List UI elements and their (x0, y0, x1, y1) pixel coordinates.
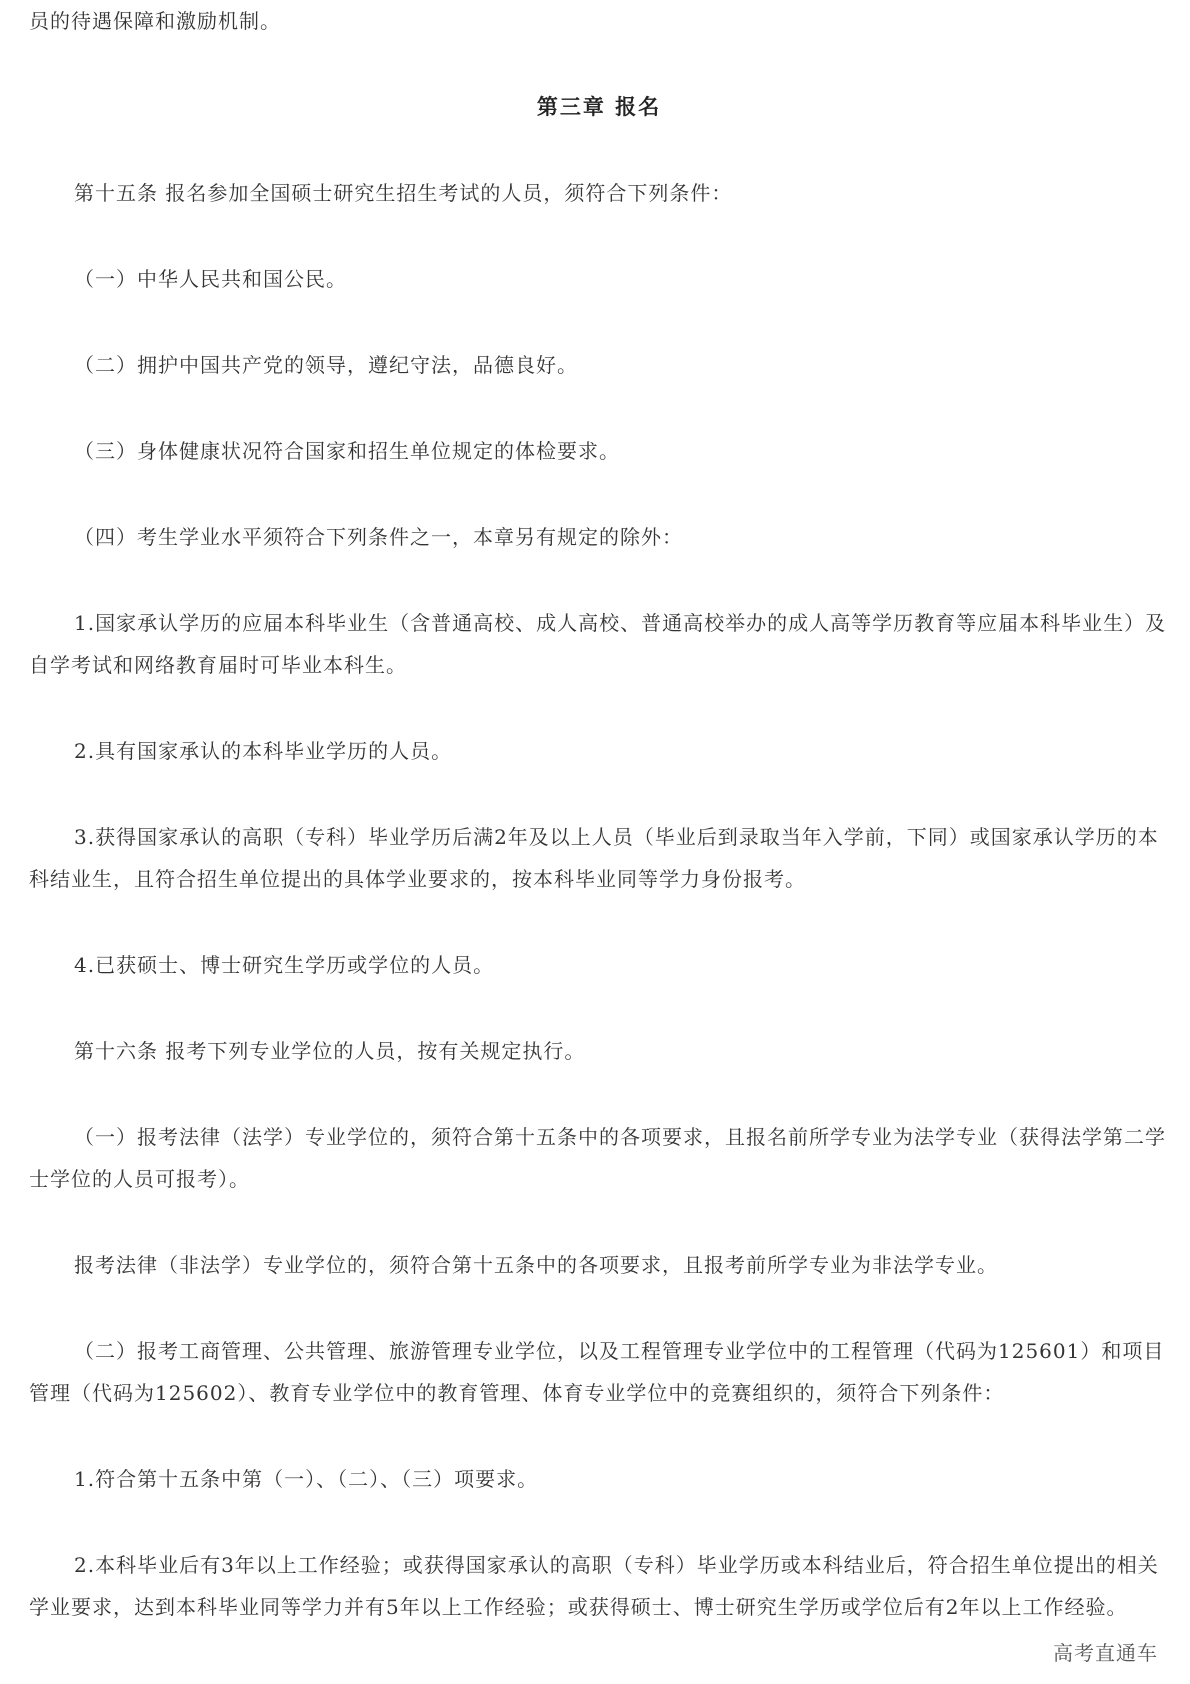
paragraph-condition-4: （四）考生学业水平须符合下列条件之一，本章另有规定的除外： (74, 525, 683, 549)
lead-fragment: 员的待遇保障和激励机制。 (29, 9, 281, 33)
document-body (29, 0, 1169, 1628)
paragraph-item-1: 1.国家承认学历的应届本科毕业生（含普通高校、成人高校、普通高校举办的成人高等学历教育等应届本科毕业生）及自学考试和网络教育届时可毕业本科生。 (29, 611, 1167, 677)
paragraph-item-4: 4.已获硕士、博士研究生学历或学位的人员。 (74, 953, 495, 977)
paragraph-item-3: 3.获得国家承认的高职（专科）毕业学历后满2年及以上人员（毕业后到录取当年入学前，下同）或国家承认学历的本科结业生，且符合招生单位提出的具体学业要求的，按本科毕业同等学力身份报考。 (29, 825, 1159, 891)
paragraph-law-degree: （一）报考法律（法学）专业学位的，须符合第十五条中的各项要求，且报名前所学专业为法学专业（获得法学第二学士学位的人员可报考）。 (29, 1125, 1166, 1191)
paragraph-mgmt-item-1: 1.符合第十五条中第（一）、（二）、（三）项要求。 (74, 1467, 539, 1491)
paragraph-item-2: 2.具有国家承认的本科毕业学历的人员。 (74, 739, 453, 763)
paragraph-article-15: 第十五条 报名参加全国硕士研究生招生考试的人员，须符合下列条件： (74, 181, 733, 205)
paragraph-law-nonlaw: 报考法律（非法学）专业学位的，须符合第十五条中的各项要求，且报考前所学专业为非法学专业。 (74, 1253, 998, 1277)
watermark-text: 高考直通车 (1053, 1641, 1158, 1665)
chapter-title: 第三章 报名 (536, 94, 662, 119)
paragraph-mgmt-item-2: 2.本科毕业后有3年以上工作经验；或获得国家承认的高职（专科）毕业学历或本科结业后，符合招生单位提出的相关学业要求，达到本科毕业同等学力并有5年以上工作经验；或获得硕士、博士研究生学历或学位后有2年以上工作经验。 (29, 1553, 1159, 1619)
paragraph-condition-2: （二）拥护中国共产党的领导，遵纪守法，品德良好。 (74, 353, 578, 377)
paragraph-management-degree: （二）报考工商管理、公共管理、旅游管理专业学位，以及工程管理专业学位中的工程管理（代码为125601）和项目管理（代码为125602）、教育专业学位中的教育管理、体育专业学位中的竞赛组织的，须符合下列条件： (29, 1339, 1165, 1405)
paragraph-condition-1: （一）中华人民共和国公民。 (74, 267, 347, 291)
paragraph-article-16: 第十六条 报考下列专业学位的人员，按有关规定执行。 (74, 1039, 586, 1063)
paragraph-condition-3: （三）身体健康状况符合国家和招生单位规定的体检要求。 (74, 439, 620, 463)
